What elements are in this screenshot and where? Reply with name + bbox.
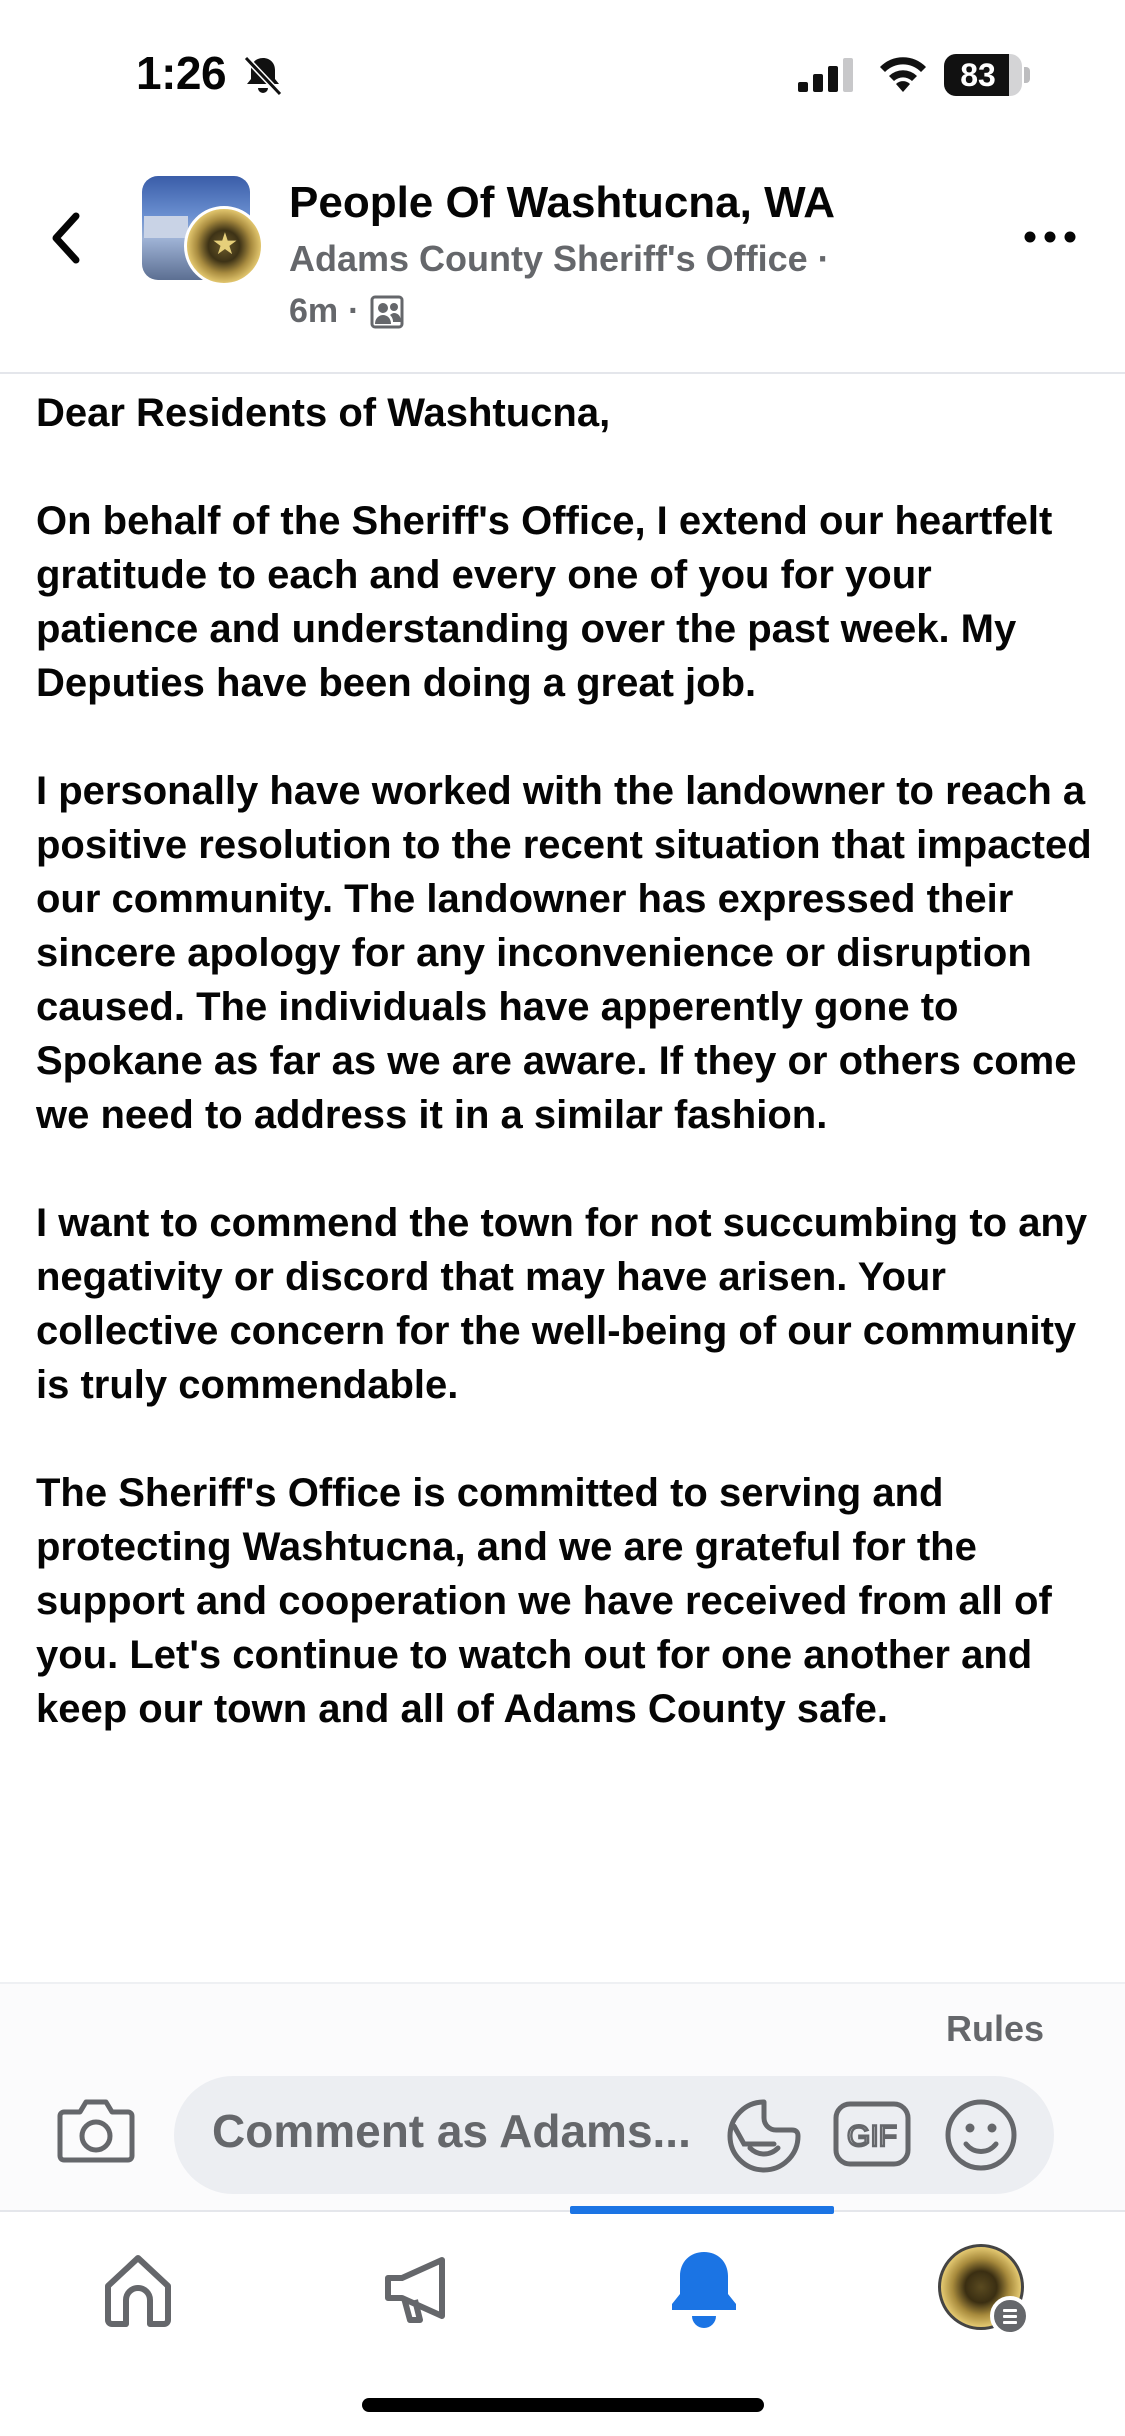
star-emblem-icon: ★ (211, 228, 239, 261)
megaphone-icon[interactable] (380, 2250, 460, 2326)
cellular-signal-icon (798, 58, 856, 92)
meta-separator: · (348, 292, 360, 330)
author-line (289, 238, 830, 280)
post-time[interactable]: 6m (289, 292, 339, 330)
post-paragraph: Dear Residents of Washtucna, (36, 391, 611, 435)
battery-percent: 83 (960, 57, 996, 93)
post-paragraph: I want to commend the town for not succumbing to any negativity or discord that may have arisen. Your collective concern for the well-being of our community is truly commendable. (36, 1201, 1088, 1407)
profile-menu-button[interactable] (938, 2244, 1028, 2334)
home-indicator (362, 2398, 764, 2412)
emoji-icon[interactable] (944, 2098, 1018, 2172)
author-separator: · (817, 238, 830, 279)
group-members-icon (369, 294, 405, 330)
battery-icon (944, 54, 1030, 96)
group-rules-link[interactable]: Rules (946, 2008, 1045, 2049)
gif-icon (832, 2098, 912, 2170)
status-time: 1:26 (136, 47, 227, 99)
sticker-icon[interactable] (724, 2096, 804, 2176)
wifi-icon (876, 52, 930, 94)
comment-divider (0, 1982, 1125, 1984)
notifications-bell-icon[interactable] (664, 2246, 744, 2330)
comment-placeholder[interactable]: Comment as Adams... (212, 2105, 691, 2157)
post-meta (289, 292, 405, 331)
bell-slash-icon (240, 52, 286, 98)
group-avatar[interactable] (142, 176, 268, 286)
header-divider (0, 372, 1125, 374)
post-paragraph: The Sheriff's Office is committed to serving and protecting Washtucna, and we are grateful for the support and cooperation we have received from all of you. Let's continue to watch out for one another and keep our town and all of Adams County safe. (36, 1471, 1052, 1731)
active-tab-indicator (570, 2206, 834, 2214)
gif-label: GIF (847, 2120, 897, 2153)
town-sign-image (144, 216, 188, 238)
sheriff-badge-avatar (184, 206, 264, 286)
back-button[interactable] (44, 208, 90, 268)
group-name-link[interactable]: People Of Washtucna, WA (289, 178, 835, 227)
more-options-button[interactable] (1020, 222, 1080, 252)
home-icon[interactable] (98, 2250, 178, 2328)
post-paragraph: I personally have worked with the landowner to reach a positive resolution to the recent situation that impacted our community. The landowner has expressed their sincere apology for any inconvenience or disruption caused. The individuals have apperently gone to Spokane as far as we are aware. If they or others come we need to address it in a similar fashion. (36, 769, 1092, 1137)
post-paragraph: On behalf of the Sheriff's Office, I extend our heartfelt gratitude to each and every one of you for your patience and understanding over the past week. My Deputies have been doing a great job. (36, 499, 1053, 705)
nav-divider (0, 2210, 1125, 2212)
menu-icon (990, 2296, 1030, 2336)
author-name-link[interactable]: Adams County Sheriff's Office (289, 238, 808, 279)
camera-icon[interactable] (56, 2094, 136, 2166)
gif-button[interactable] (832, 2098, 912, 2170)
post-text (36, 386, 1096, 1736)
